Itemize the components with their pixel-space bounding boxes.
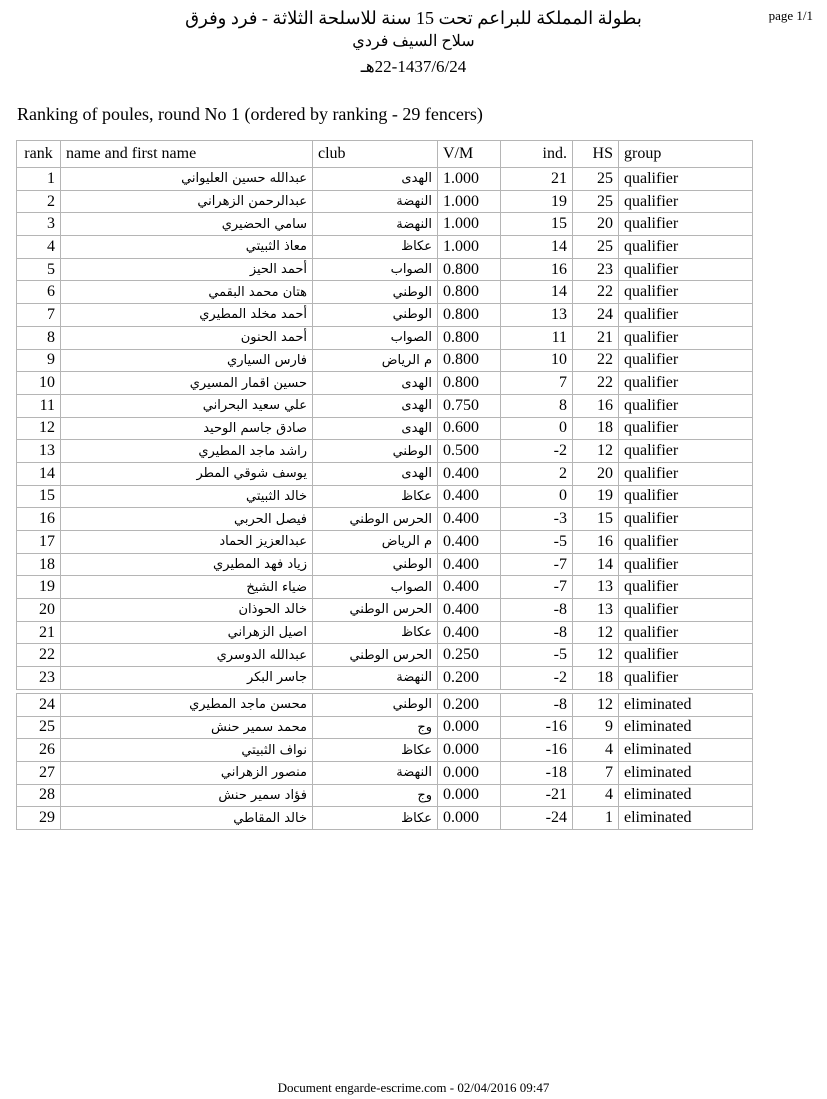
hs-cell: 20 — [573, 462, 619, 485]
group-cell: qualifier — [619, 644, 753, 667]
hs-cell: 12 — [573, 644, 619, 667]
ind-cell: -24 — [501, 807, 573, 830]
group-cell: qualifier — [619, 531, 753, 554]
rank-cell: 19 — [17, 576, 61, 599]
hs-cell: 20 — [573, 213, 619, 236]
club-cell: الهدى — [313, 372, 438, 395]
qualifier-row — [17, 168, 753, 191]
club-cell: م الرياض — [313, 349, 438, 372]
name-cell: هتان محمد البقمي — [61, 281, 313, 304]
group-cell: qualifier — [619, 417, 753, 440]
group-cell: qualifier — [619, 667, 753, 690]
name-cell: صادق جاسم الوحيد — [61, 417, 313, 440]
hs-cell: 21 — [573, 326, 619, 349]
rank-cell: 3 — [17, 213, 61, 236]
qualifier-row — [17, 599, 753, 622]
group-cell: qualifier — [619, 258, 753, 281]
ranking-body — [17, 168, 753, 830]
club-cell: النهضة — [313, 190, 438, 213]
rank-cell: 20 — [17, 599, 61, 622]
name-cell: زياد فهد المطيري — [61, 553, 313, 576]
ind-cell: -7 — [501, 576, 573, 599]
club-cell: الحرس الوطني — [313, 508, 438, 531]
qualifier-row — [17, 326, 753, 349]
group-cell: eliminated — [619, 739, 753, 762]
eliminated-row — [17, 784, 753, 807]
rank-cell: 6 — [17, 281, 61, 304]
ind-cell: -8 — [501, 621, 573, 644]
hs-cell: 7 — [573, 761, 619, 784]
ind-cell: -21 — [501, 784, 573, 807]
rank-cell: 29 — [17, 807, 61, 830]
vm-cell: 0.750 — [438, 394, 501, 417]
hs-cell: 12 — [573, 440, 619, 463]
club-cell: عكاظ — [313, 807, 438, 830]
ind-cell: -8 — [501, 599, 573, 622]
vm-cell: 0.600 — [438, 417, 501, 440]
vm-cell: 0.800 — [438, 372, 501, 395]
group-cell: qualifier — [619, 213, 753, 236]
qualifier-row — [17, 190, 753, 213]
club-cell: الحرس الوطني — [313, 644, 438, 667]
vm-cell: 0.000 — [438, 784, 501, 807]
name-cell: أحمد الحيز — [61, 258, 313, 281]
name-cell: ضياء الشيخ — [61, 576, 313, 599]
weapon-subtitle: سلاح السيف فردي — [352, 33, 475, 50]
hs-cell: 24 — [573, 304, 619, 327]
qualifier-row — [17, 394, 753, 417]
col-ind-header: ind. — [501, 141, 573, 168]
col-vm-header: V/M — [438, 141, 501, 168]
qualifier-row — [17, 304, 753, 327]
ranking-table — [16, 140, 753, 830]
name-cell: نواف الثبيتي — [61, 739, 313, 762]
col-hs-header: HS — [573, 141, 619, 168]
ind-cell: 13 — [501, 304, 573, 327]
vm-cell: 0.400 — [438, 599, 501, 622]
name-cell: خالد المقاطي — [61, 807, 313, 830]
qualifier-row — [17, 213, 753, 236]
group-cell: eliminated — [619, 807, 753, 830]
group-cell: qualifier — [619, 485, 753, 508]
vm-cell: 0.400 — [438, 485, 501, 508]
group-cell: qualifier — [619, 394, 753, 417]
name-cell: عبدالرحمن الزهراني — [61, 190, 313, 213]
ind-cell: -2 — [501, 667, 573, 690]
club-cell: الهدى — [313, 394, 438, 417]
name-cell: عبدالله حسين العليواني — [61, 168, 313, 191]
name-cell: فيصل الحربي — [61, 508, 313, 531]
vm-cell: 0.800 — [438, 258, 501, 281]
group-cell: qualifier — [619, 236, 753, 259]
club-cell: الصواب — [313, 258, 438, 281]
vm-cell: 1.000 — [438, 213, 501, 236]
hs-cell: 4 — [573, 784, 619, 807]
qualifier-row — [17, 281, 753, 304]
name-cell: خالد الثبيتي — [61, 485, 313, 508]
page-number: page 1/1 — [768, 8, 813, 23]
hs-cell: 25 — [573, 168, 619, 191]
club-cell: الهدى — [313, 168, 438, 191]
rank-cell: 25 — [17, 716, 61, 739]
club-cell: الوطني — [313, 304, 438, 327]
vm-cell: 0.200 — [438, 667, 501, 690]
club-cell: الهدى — [313, 417, 438, 440]
club-cell: وج — [313, 716, 438, 739]
eliminated-row — [17, 739, 753, 762]
name-cell: يوسف شوقي المطر — [61, 462, 313, 485]
col-club-header: club — [313, 141, 438, 168]
club-cell: النهضة — [313, 213, 438, 236]
ind-cell: 11 — [501, 326, 573, 349]
rank-cell: 26 — [17, 739, 61, 762]
hs-cell: 25 — [573, 236, 619, 259]
ind-cell: -8 — [501, 693, 573, 716]
ind-cell: 7 — [501, 372, 573, 395]
vm-cell: 0.400 — [438, 462, 501, 485]
group-cell: qualifier — [619, 372, 753, 395]
name-cell: عبدالعزيز الحماد — [61, 531, 313, 554]
ind-cell: 0 — [501, 417, 573, 440]
club-cell: الصواب — [313, 576, 438, 599]
rank-cell: 1 — [17, 168, 61, 191]
club-cell: عكاظ — [313, 621, 438, 644]
club-cell: وج — [313, 784, 438, 807]
qualifier-row — [17, 462, 753, 485]
name-cell: منصور الزهراني — [61, 761, 313, 784]
group-cell: qualifier — [619, 440, 753, 463]
group-cell: qualifier — [619, 304, 753, 327]
club-cell: الوطني — [313, 440, 438, 463]
vm-cell: 0.400 — [438, 531, 501, 554]
vm-cell: 0.400 — [438, 576, 501, 599]
competition-title: بطولة المملكة للبراعم تحت 15 سنة للاسلحة الثلاثة - فرد وفرق — [185, 8, 642, 28]
vm-cell: 0.250 — [438, 644, 501, 667]
name-cell: محمد سمير حنش — [61, 716, 313, 739]
ind-cell: 15 — [501, 213, 573, 236]
group-cell: qualifier — [619, 599, 753, 622]
group-cell: eliminated — [619, 784, 753, 807]
document-footer: Document engarde-escrime.com - 02/04/2016 09:47 — [277, 1080, 550, 1095]
eliminated-row — [17, 807, 753, 830]
eliminated-row — [17, 693, 753, 716]
eliminated-row — [17, 761, 753, 784]
hs-cell: 22 — [573, 349, 619, 372]
ind-cell: -2 — [501, 440, 573, 463]
vm-cell: 0.400 — [438, 621, 501, 644]
vm-cell: 0.500 — [438, 440, 501, 463]
hs-cell: 16 — [573, 394, 619, 417]
club-cell: النهضة — [313, 761, 438, 784]
ind-cell: -16 — [501, 716, 573, 739]
title-block — [0, 6, 827, 80]
name-cell: جاسر البكر — [61, 667, 313, 690]
rank-cell: 22 — [17, 644, 61, 667]
vm-cell: 0.400 — [438, 553, 501, 576]
group-cell: qualifier — [619, 621, 753, 644]
rank-cell: 11 — [17, 394, 61, 417]
group-cell: qualifier — [619, 168, 753, 191]
vm-cell: 0.400 — [438, 508, 501, 531]
qualifier-row — [17, 372, 753, 395]
hs-cell: 19 — [573, 485, 619, 508]
hs-cell: 9 — [573, 716, 619, 739]
name-cell: أحمد الحنون — [61, 326, 313, 349]
name-cell: علي سعيد البحراني — [61, 394, 313, 417]
qualifier-row — [17, 349, 753, 372]
hs-cell: 23 — [573, 258, 619, 281]
group-cell: qualifier — [619, 326, 753, 349]
vm-cell: 0.800 — [438, 349, 501, 372]
club-cell: الوطني — [313, 553, 438, 576]
group-cell: qualifier — [619, 576, 753, 599]
ind-cell: -16 — [501, 739, 573, 762]
group-cell: qualifier — [619, 349, 753, 372]
club-cell: عكاظ — [313, 485, 438, 508]
group-cell: eliminated — [619, 693, 753, 716]
rank-cell: 16 — [17, 508, 61, 531]
rank-cell: 21 — [17, 621, 61, 644]
vm-cell: 0.000 — [438, 761, 501, 784]
name-cell: محسن ماجد المطيري — [61, 693, 313, 716]
rank-cell: 27 — [17, 761, 61, 784]
vm-cell: 1.000 — [438, 168, 501, 191]
rank-cell: 4 — [17, 236, 61, 259]
group-cell: qualifier — [619, 190, 753, 213]
group-cell: qualifier — [619, 508, 753, 531]
qualifier-row — [17, 258, 753, 281]
ind-cell: -5 — [501, 531, 573, 554]
rank-cell: 14 — [17, 462, 61, 485]
rank-cell: 28 — [17, 784, 61, 807]
name-cell: أحمد مخلد المطيري — [61, 304, 313, 327]
hs-cell: 13 — [573, 576, 619, 599]
ind-cell: 14 — [501, 281, 573, 304]
qualifier-row — [17, 440, 753, 463]
ind-cell: -18 — [501, 761, 573, 784]
hs-cell: 12 — [573, 693, 619, 716]
group-cell: qualifier — [619, 462, 753, 485]
club-cell: النهضة — [313, 667, 438, 690]
qualifier-row — [17, 485, 753, 508]
hs-cell: 25 — [573, 190, 619, 213]
qualifier-row — [17, 621, 753, 644]
rank-cell: 23 — [17, 667, 61, 690]
qualifier-row — [17, 667, 753, 690]
hs-cell: 18 — [573, 417, 619, 440]
vm-cell: 0.000 — [438, 716, 501, 739]
rank-cell: 17 — [17, 531, 61, 554]
rank-cell: 5 — [17, 258, 61, 281]
group-cell: eliminated — [619, 761, 753, 784]
eliminated-row — [17, 716, 753, 739]
ind-cell: 21 — [501, 168, 573, 191]
hs-cell: 15 — [573, 508, 619, 531]
club-cell: عكاظ — [313, 236, 438, 259]
group-cell: qualifier — [619, 553, 753, 576]
hs-cell: 22 — [573, 281, 619, 304]
hs-cell: 4 — [573, 739, 619, 762]
rank-cell: 7 — [17, 304, 61, 327]
rank-cell: 18 — [17, 553, 61, 576]
competition-date: 22-1437/6/24هـ — [360, 57, 467, 76]
rank-cell: 13 — [17, 440, 61, 463]
qualifier-row — [17, 417, 753, 440]
hs-cell: 16 — [573, 531, 619, 554]
rank-cell: 10 — [17, 372, 61, 395]
hs-cell: 22 — [573, 372, 619, 395]
name-cell: فارس السياري — [61, 349, 313, 372]
rank-cell: 9 — [17, 349, 61, 372]
club-cell: عكاظ — [313, 739, 438, 762]
name-cell: عبدالله الدوسري — [61, 644, 313, 667]
qualifier-row — [17, 553, 753, 576]
ind-cell: 14 — [501, 236, 573, 259]
vm-cell: 0.000 — [438, 739, 501, 762]
rank-cell: 12 — [17, 417, 61, 440]
qualifier-row — [17, 531, 753, 554]
hs-cell: 14 — [573, 553, 619, 576]
col-group-header: group — [619, 141, 753, 168]
header-row — [17, 141, 753, 168]
ind-cell: 2 — [501, 462, 573, 485]
group-cell: qualifier — [619, 281, 753, 304]
name-cell: راشد ماجد المطيري — [61, 440, 313, 463]
club-cell: م الرياض — [313, 531, 438, 554]
ind-cell: -7 — [501, 553, 573, 576]
group-cell: eliminated — [619, 716, 753, 739]
hs-cell: 12 — [573, 621, 619, 644]
qualifier-row — [17, 644, 753, 667]
vm-cell: 0.800 — [438, 326, 501, 349]
name-cell: حسين اقمار المسيري — [61, 372, 313, 395]
name-cell: معاذ الثبيتي — [61, 236, 313, 259]
col-name-header: name and first name — [61, 141, 313, 168]
club-cell: الهدى — [313, 462, 438, 485]
ind-cell: -3 — [501, 508, 573, 531]
vm-cell: 1.000 — [438, 236, 501, 259]
vm-cell: 0.800 — [438, 304, 501, 327]
qualifier-row — [17, 236, 753, 259]
ranking-heading: Ranking of poules, round No 1 (ordered by ranking - 29 fencers) — [17, 104, 483, 124]
club-cell: الحرس الوطني — [313, 599, 438, 622]
qualifier-row — [17, 508, 753, 531]
vm-cell: 0.200 — [438, 693, 501, 716]
name-cell: فؤاد سمير حنش — [61, 784, 313, 807]
ind-cell: -5 — [501, 644, 573, 667]
ind-cell: 10 — [501, 349, 573, 372]
club-cell: الوطني — [313, 693, 438, 716]
ind-cell: 0 — [501, 485, 573, 508]
name-cell: سامي الحضيري — [61, 213, 313, 236]
col-rank-header: rank — [17, 141, 61, 168]
name-cell: اصيل الزهراني — [61, 621, 313, 644]
hs-cell: 1 — [573, 807, 619, 830]
rank-cell: 8 — [17, 326, 61, 349]
ind-cell: 8 — [501, 394, 573, 417]
qualifier-row — [17, 576, 753, 599]
vm-cell: 1.000 — [438, 190, 501, 213]
rank-cell: 24 — [17, 693, 61, 716]
hs-cell: 13 — [573, 599, 619, 622]
rank-cell: 2 — [17, 190, 61, 213]
rank-cell: 15 — [17, 485, 61, 508]
vm-cell: 0.800 — [438, 281, 501, 304]
name-cell: خالد الحوذان — [61, 599, 313, 622]
vm-cell: 0.000 — [438, 807, 501, 830]
club-cell: الوطني — [313, 281, 438, 304]
hs-cell: 18 — [573, 667, 619, 690]
ind-cell: 19 — [501, 190, 573, 213]
ind-cell: 16 — [501, 258, 573, 281]
club-cell: الصواب — [313, 326, 438, 349]
